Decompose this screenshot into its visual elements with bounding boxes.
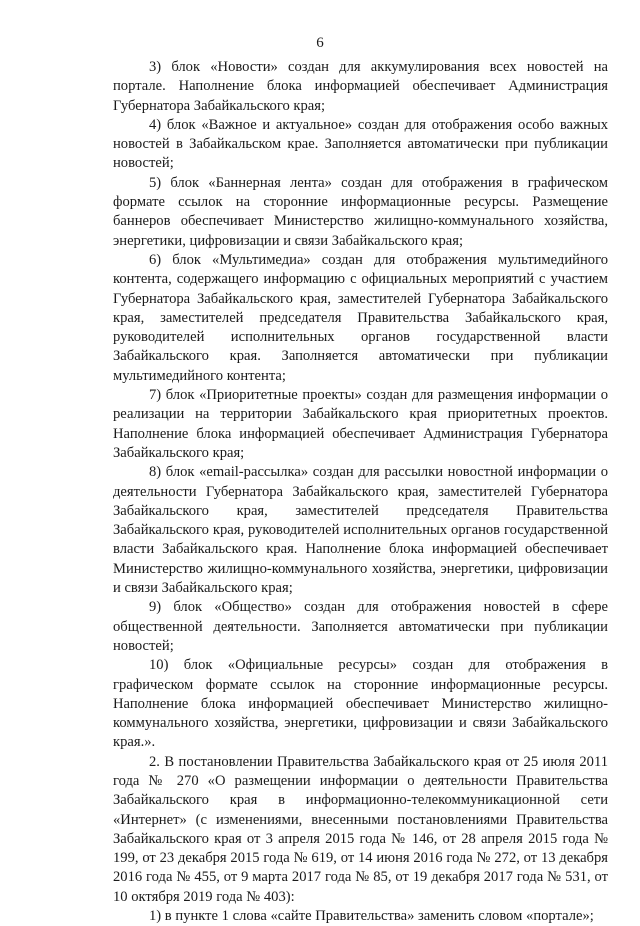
document-body [113, 58, 608, 926]
paragraph-item-5: 5) блок «Баннерная лента» создан для отображения в графическом формате ссылок на сторонние информационные ресурсы. Размещение баннеров обеспечивает Министерство жилищно-коммунального хозяйства, энергетики, цифровизации и связи Забайкальского края; [113, 174, 608, 249]
paragraph-item-9: 9) блок «Общество» создан для отображения новостей в сфере общественной деятельности. Заполняется автоматически при публикации новостей; [113, 599, 608, 654]
paragraph-item-3: 3) блок «Новости» создан для аккумулирования всех новостей на портале. Наполнение блока информацией обеспечивает Администрация Губернатора Забайкальского края; [113, 59, 608, 114]
paragraph-subitem-1: 1) в пункте 1 слова «сайте Правительства» заменить словом «портале»; [149, 908, 594, 925]
page-number: 6 [316, 35, 324, 51]
paragraph-point-2: 2. В постановлении Правительства Забайкальского края от 25 июля 2011 года № 270 «О размещении информации о деятельности Правительства Забайкальского края в информационно-телекоммуникационной сети «Интернет» (с изменениями, внесенными постановлениями Правительства Забайкальского края от 3 апреля 2015 года № 146, от 28 апреля 2015 года № 199, от 23 декабря 2015 года № 619, от 14 июня 2016 года № 272, от 13 декабря 2016 года № 455, от 9 марта 2017 года № 85, от 19 декабря 2017 года № 531, от 10 октября 2019 года № 403): [113, 753, 608, 905]
paragraph-item-6: 6) блок «Мультимедиа» создан для отображения мультимедийного контента, содержащего информацию с официальных мероприятий с участием Губернатора Забайкальского края, заместителей Губернатора Забайкальского края, заместителей председателя Правительства Забайкальского края, руководителей исполнительных органов государственной власти Забайкальского края. Заполняется автоматически при публикации мультимедийного контента; [113, 251, 608, 384]
paragraph-item-7: 7) блок «Приоритетные проекты» создан для размещения информации о реализации на территории Забайкальского края приоритетных проектов. Наполнение блока информацией обеспечивает Администрация Губернатора Забайкальского края; [113, 387, 608, 461]
paragraph-item-8: 8) блок «email-рассылка» создан для рассылки новостной информации о деятельности Губернатора Забайкальского края, заместителей Губернатора Забайкальского края, заместителей председателя Правительства Забайкальского края, руководителей исполнительных органов государственной власти Забайкальского края. Наполнение блока информацией обеспечивает Министерство жилищно-коммунального хозяйства, энергетики, цифровизации и связи Забайкальского края; [113, 464, 608, 597]
paragraph-item-10: 10) блок «Официальные ресурсы» создан для отображения в графическом формате ссылок на сторонние информационные ресурсы. Наполнение блока информацией обеспечивает Министерство жилищно-коммунального хозяйства, энергетики, цифровизации и связи Забайкальского края.». [113, 657, 608, 751]
paragraph-item-4: 4) блок «Важное и актуальное» создан для отображения особо важных новостей в Забайкальском крае. Заполняется автоматически при публикации новостей; [113, 116, 608, 172]
